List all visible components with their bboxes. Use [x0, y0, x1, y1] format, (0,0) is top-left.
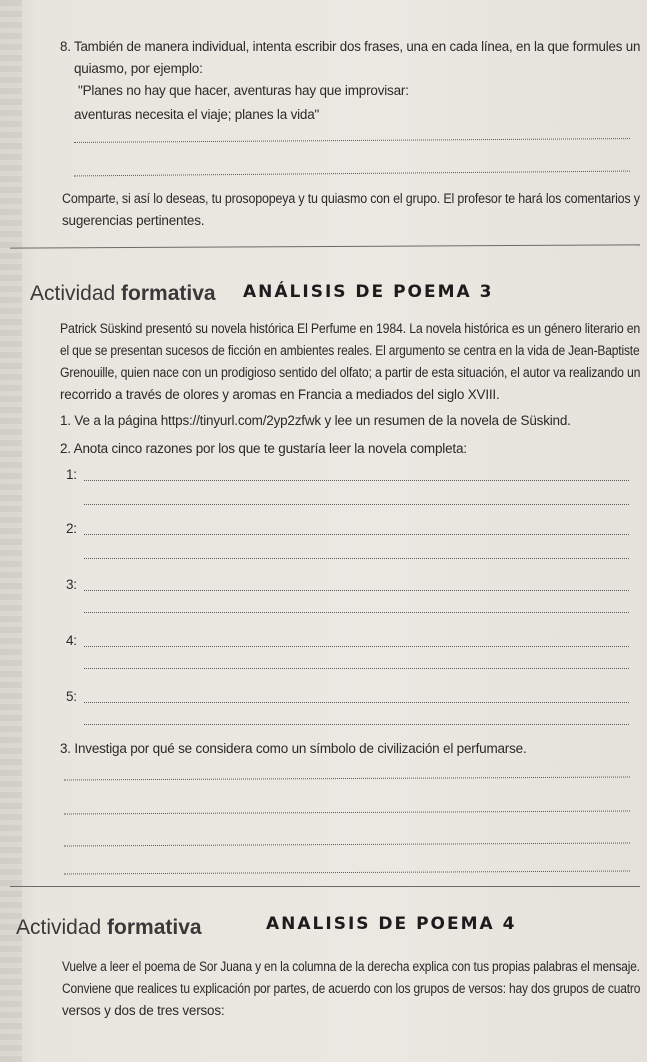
- answer-line: [84, 646, 629, 647]
- answer-line: [74, 171, 630, 177]
- binding-shadow: [0, 0, 22, 1062]
- reason-label-1: 1:: [66, 467, 77, 482]
- answer-line: [64, 871, 630, 875]
- answer-line: [74, 138, 630, 143]
- reason-label-3: 3:: [66, 577, 77, 592]
- section8-line2: quiasmo, por ejemplo:: [74, 61, 203, 76]
- intro-line4: recorrido a través de olores y aromas en Francia a mediados del siglo XVIII.: [60, 387, 500, 402]
- section8-line4: aventuras necesita el viaje; planes la vida": [74, 107, 320, 122]
- activity3-heading: [30, 282, 216, 306]
- question-1: 1. Ve a la página https://tinyurl.com/2yp2zfwk y lee un resumen de la novela de Süskind.: [60, 413, 571, 428]
- activity3-heading-bold: formativa: [121, 282, 216, 305]
- answer-line: [84, 504, 629, 505]
- section-divider: [10, 244, 640, 248]
- reason-label-4: 4:: [66, 633, 77, 648]
- reason-label-5: 5:: [66, 689, 77, 704]
- answer-line: [84, 668, 629, 669]
- answer-line: [84, 590, 629, 591]
- answer-line: [84, 724, 629, 725]
- activity4-line2: Conviene que realices tu explicación por partes, de acuerdo con los grupos de versos: hay dos grupos de cuatro: [62, 981, 641, 996]
- section-divider: [10, 886, 640, 887]
- answer-line: [64, 777, 630, 781]
- activity4-heading-light: Actividad: [16, 916, 108, 939]
- answer-line: [84, 480, 629, 481]
- intro-line2: el que se presentan sucesos de ficción en ambientes reales. El argumento se centra en la vida de Jean-Baptiste: [60, 343, 640, 358]
- section8-line5: Comparte, si así lo deseas, tu prosopopeya y tu quiasmo con el grupo. El profesor te hará los comentarios y: [62, 191, 640, 206]
- intro-line1: Patrick Süskind presentó su novela histórica El Perfume en 1984. La novela histórica es un género literario en: [60, 321, 641, 336]
- answer-line: [84, 558, 629, 559]
- answer-line: [84, 612, 629, 613]
- activity4-heading: [16, 916, 202, 940]
- activity3-handwritten-title: ANÁLISIS DE POEMA 3: [243, 282, 494, 302]
- answer-line: [84, 534, 629, 535]
- answer-line: [64, 811, 630, 815]
- intro-line3: Grenouille, quien nace con un prodigioso sentido del olfato; a partir de esta situación, el autor va realizando un: [60, 365, 641, 380]
- activity4-heading-bold: formativa: [107, 916, 202, 939]
- activity4-line3: versos y dos de tres versos:: [62, 1003, 225, 1018]
- activity4-line1: Vuelve a leer el poema de Sor Juana y en la columna de la derecha explica con tus propias palabras el mensaje.: [62, 959, 640, 974]
- section8-line6: sugerencias pertinentes.: [62, 213, 205, 228]
- question-3: 3. Investiga por qué se considera como un símbolo de civilización el perfumarse.: [60, 741, 527, 756]
- reason-label-2: 2:: [66, 521, 77, 536]
- answer-line: [84, 702, 629, 703]
- activity3-heading-light: Actividad: [30, 282, 122, 305]
- answer-line: [64, 843, 630, 847]
- section8-line3: "Planes no hay que hacer, aventuras hay que improvisar:: [78, 83, 409, 98]
- section8-line1: 8. También de manera individual, intenta escribir dos frases, una en cada línea, en la que formules un: [60, 39, 641, 54]
- activity4-handwritten-title: ANALISIS DE POEMA 4: [266, 914, 517, 934]
- question-2: 2. Anota cinco razones por los que te gustaría leer la novela completa:: [60, 441, 467, 456]
